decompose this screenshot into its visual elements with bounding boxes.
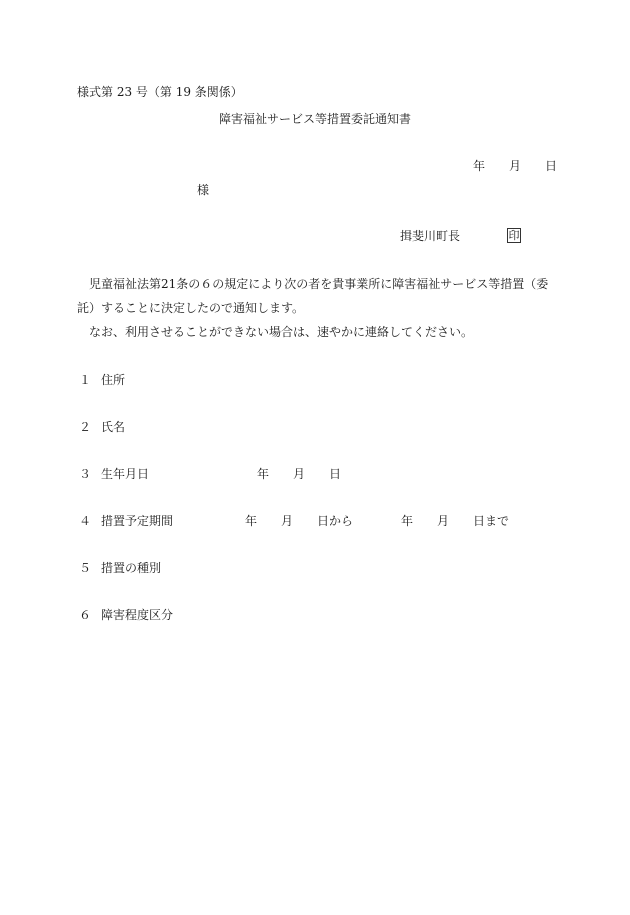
date-month: 月	[509, 159, 522, 173]
item-label: 障害程度区分	[101, 608, 174, 622]
body-line: なお、利用させることができない場合は、速やかに連絡してください。	[77, 325, 474, 339]
item-number: ２	[79, 420, 92, 434]
item-number: ５	[79, 561, 92, 575]
birth-month-unit: 月	[293, 467, 306, 481]
body-line: 託）することに決定したので通知します。	[77, 301, 305, 315]
item-number: １	[79, 373, 92, 387]
item-label: 措置の種別	[101, 561, 162, 575]
seal-mark: 印	[508, 229, 520, 242]
period-to-day: 日まで	[473, 514, 510, 528]
item-label: 住所	[101, 373, 126, 387]
item-number: ４	[79, 514, 92, 528]
birth-year-unit: 年	[257, 467, 270, 481]
item-number: ３	[79, 467, 92, 481]
sender-name: 揖斐川町長	[400, 229, 461, 243]
period-from-year: 年	[245, 514, 258, 528]
period-from-month: 月	[281, 514, 294, 528]
body-text	[77, 272, 557, 344]
body-line: 児童福祉法第21条の６の規定により次の者を貴事業所に障害福祉サービス等措置（委	[77, 277, 549, 291]
period-to-year: 年	[401, 514, 414, 528]
form-number: 様式第 23 号（第 19 条関係）	[77, 85, 243, 99]
addressee-suffix: 様	[197, 183, 210, 197]
period-from-day: 日から	[317, 514, 354, 528]
date-day: 日	[545, 159, 558, 173]
date-year: 年	[473, 159, 486, 173]
item-label: 措置予定期間	[101, 514, 174, 528]
document-title: 障害福祉サービス等措置委託通知書	[219, 112, 412, 126]
birth-day-unit: 日	[329, 467, 342, 481]
item-label: 氏名	[101, 420, 126, 434]
item-label: 生年月日	[101, 467, 150, 481]
item-number: ６	[79, 608, 92, 622]
period-to-month: 月	[437, 514, 450, 528]
